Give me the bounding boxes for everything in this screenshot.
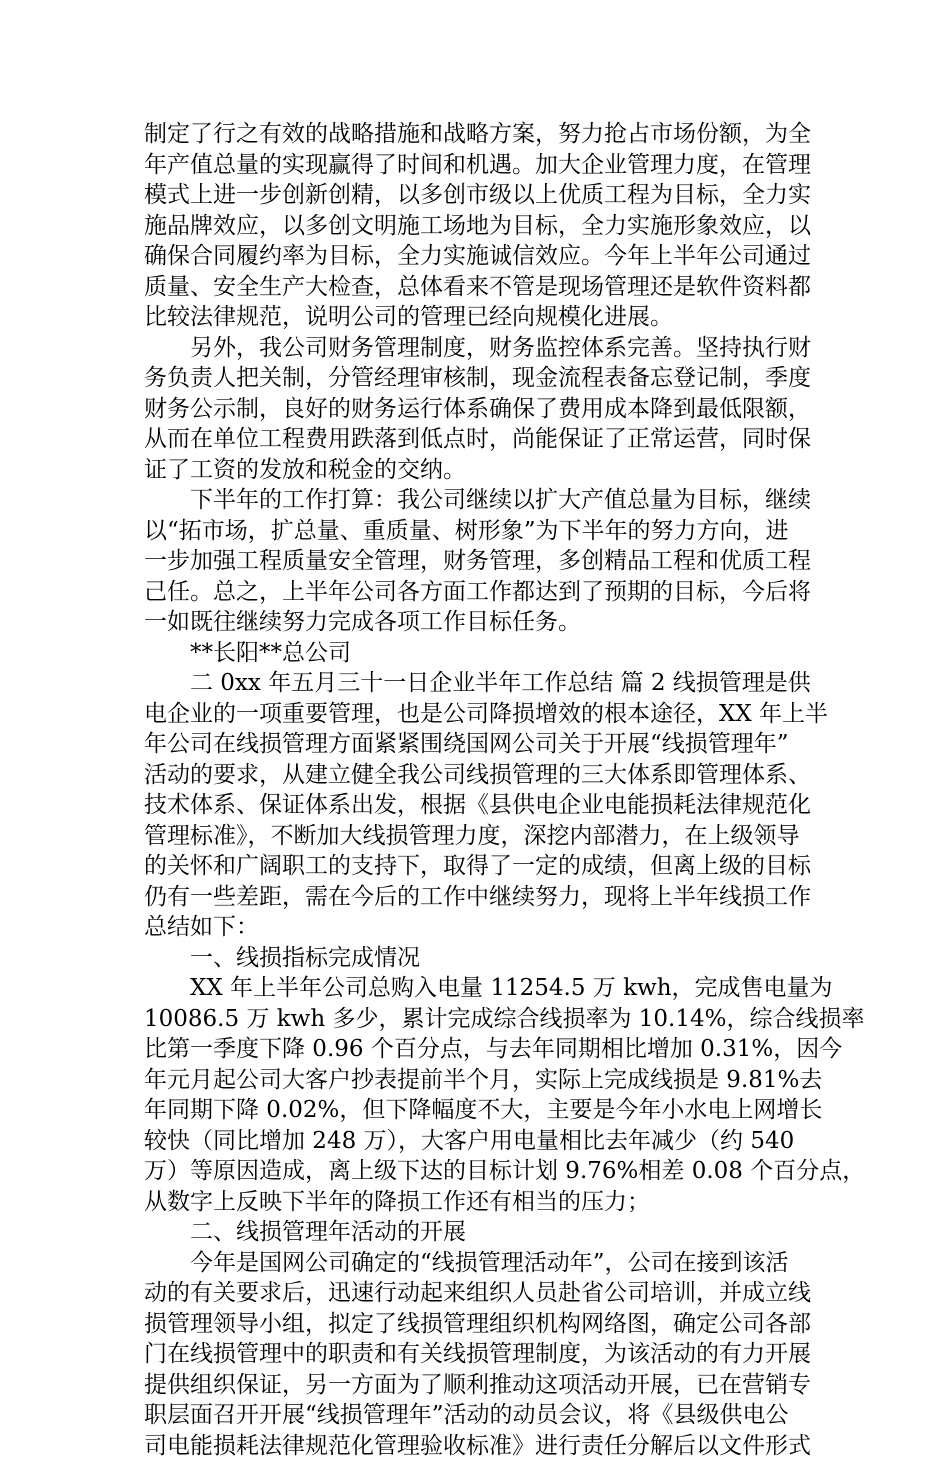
text-line: 确保合同履约率为目标，全力实施诚信效应。今年上半年公司通过 xyxy=(144,241,820,272)
text-line: 门在线损管理中的职责和有关线损管理制度，为该活动的有力开展 xyxy=(144,1339,820,1370)
section-heading: 二、线损管理年活动的开展 xyxy=(144,1217,820,1248)
text-line: 从而在单位工程费用跌落到低点时，尚能保证了正常运营，同时保 xyxy=(144,424,820,455)
section-heading: 一、线损指标完成情况 xyxy=(144,943,820,974)
text-line: 职层面召开开展“线损管理年”活动的动员会议，将《县级供电公 xyxy=(144,1400,820,1431)
text-line: 财务公示制，良好的财务运行体系确保了费用成本降到最低限额， xyxy=(144,394,820,425)
text-line: 电企业的一项重要管理，也是公司降损增效的根本途径，XX 年上半 xyxy=(144,699,820,730)
text-line: 二 0xx 年五月三十一日企业半年工作总结 篇 2 线损管理是供 xyxy=(144,668,820,699)
text-line: 仍有一些差距，需在今后的工作中继续努力，现将上半年线损工作 xyxy=(144,882,820,913)
text-line: XX 年上半年公司总购入电量 11254.5 万 kwh，完成售电量为 xyxy=(144,973,820,1004)
text-line: 较快（同比增加 248 万），大客户用电量相比去年减少（约 540 xyxy=(144,1126,820,1157)
text-line: 管理标准》，不断加大线损管理力度，深挖内部潜力，在上级领导 xyxy=(144,821,820,852)
text-line: 另外，我公司财务管理制度，财务监控体系完善。坚持执行财 xyxy=(144,333,820,364)
text-line: 司电能损耗法律规范化管理验收标准》进行责任分解后以文件形式 xyxy=(144,1431,820,1461)
text-line: 损管理领导小组，拟定了线损管理组织机构网络图，确定公司各部 xyxy=(144,1309,820,1340)
text-line: 务负责人把关制，分管经理审核制，现金流程表备忘登记制，季度 xyxy=(144,363,820,394)
text-line: 比较法律规范，说明公司的管理已经向规模化进展。 xyxy=(144,302,820,333)
text-line: 提供组织保证，另一方面为了顺利推动这项活动开展，已在营销专 xyxy=(144,1370,820,1401)
text-line: 年公司在线损管理方面紧紧围绕国网公司关于开展“线损管理年” xyxy=(144,729,820,760)
text-line: 一如既往继续努力完成各项工作目标任务。 xyxy=(144,607,820,638)
text-line: 证了工资的发放和税金的交纳。 xyxy=(144,455,820,486)
document-body xyxy=(144,119,820,1461)
text-line: 10086.5 万 kwh 多少，累计完成综合线损率为 10.14%，综合线损率 xyxy=(144,1004,820,1035)
text-line: 模式上进一步创新创精，以多创市级以上优质工程为目标，全力实 xyxy=(144,180,820,211)
text-line: 动的有关要求后，迅速行动起来组织人员赴省公司培训，并成立线 xyxy=(144,1278,820,1309)
text-line: 己任。总之，上半年公司各方面工作都达到了预期的目标，今后将 xyxy=(144,577,820,608)
text-line: 下半年的工作打算：我公司继续以扩大产值总量为目标，继续 xyxy=(144,485,820,516)
text-line: 从数字上反映下半年的降损工作还有相当的压力； xyxy=(144,1187,820,1218)
text-line: 年元月起公司大客户抄表提前半个月，实际上完成线损是 9.81%去 xyxy=(144,1065,820,1096)
text-line: 活动的要求，从建立健全我公司线损管理的三大体系即管理体系、 xyxy=(144,760,820,791)
text-line: 制定了行之有效的战略措施和战略方案，努力抢占市场份额，为全 xyxy=(144,119,820,150)
text-line: 年产值总量的实现赢得了时间和机遇。加大企业管理力度，在管理 xyxy=(144,150,820,181)
text-line: 质量、安全生产大检查，总体看来不管是现场管理还是软件资料都 xyxy=(144,272,820,303)
text-line: 技术体系、保证体系出发，根据《县供电企业电能损耗法律规范化 xyxy=(144,790,820,821)
signature-company: **长阳**总公司 xyxy=(144,638,820,669)
text-line: 万）等原因造成，离上级下达的目标计划 9.76%相差 0.08 个百分点， xyxy=(144,1156,820,1187)
text-line: 施品牌效应，以多创文明施工场地为目标，全力实施形象效应，以 xyxy=(144,211,820,242)
text-line: 以“拓市场，扩总量、重质量、树形象”为下半年的努力方向，进 xyxy=(144,516,820,547)
text-line: 总结如下： xyxy=(144,912,820,943)
text-line: 比第一季度下降 0.96 个百分点，与去年同期相比增加 0.31%，因今 xyxy=(144,1034,820,1065)
text-line: 一步加强工程质量安全管理，财务管理，多创精品工程和优质工程 xyxy=(144,546,820,577)
text-line: 年同期下降 0.02%，但下降幅度不大，主要是今年小水电上网增长 xyxy=(144,1095,820,1126)
text-line: 的关怀和广阔职工的支持下，取得了一定的成绩，但离上级的目标 xyxy=(144,851,820,882)
text-line: 今年是国网公司确定的“线损管理活动年”，公司在接到该活 xyxy=(144,1248,820,1279)
